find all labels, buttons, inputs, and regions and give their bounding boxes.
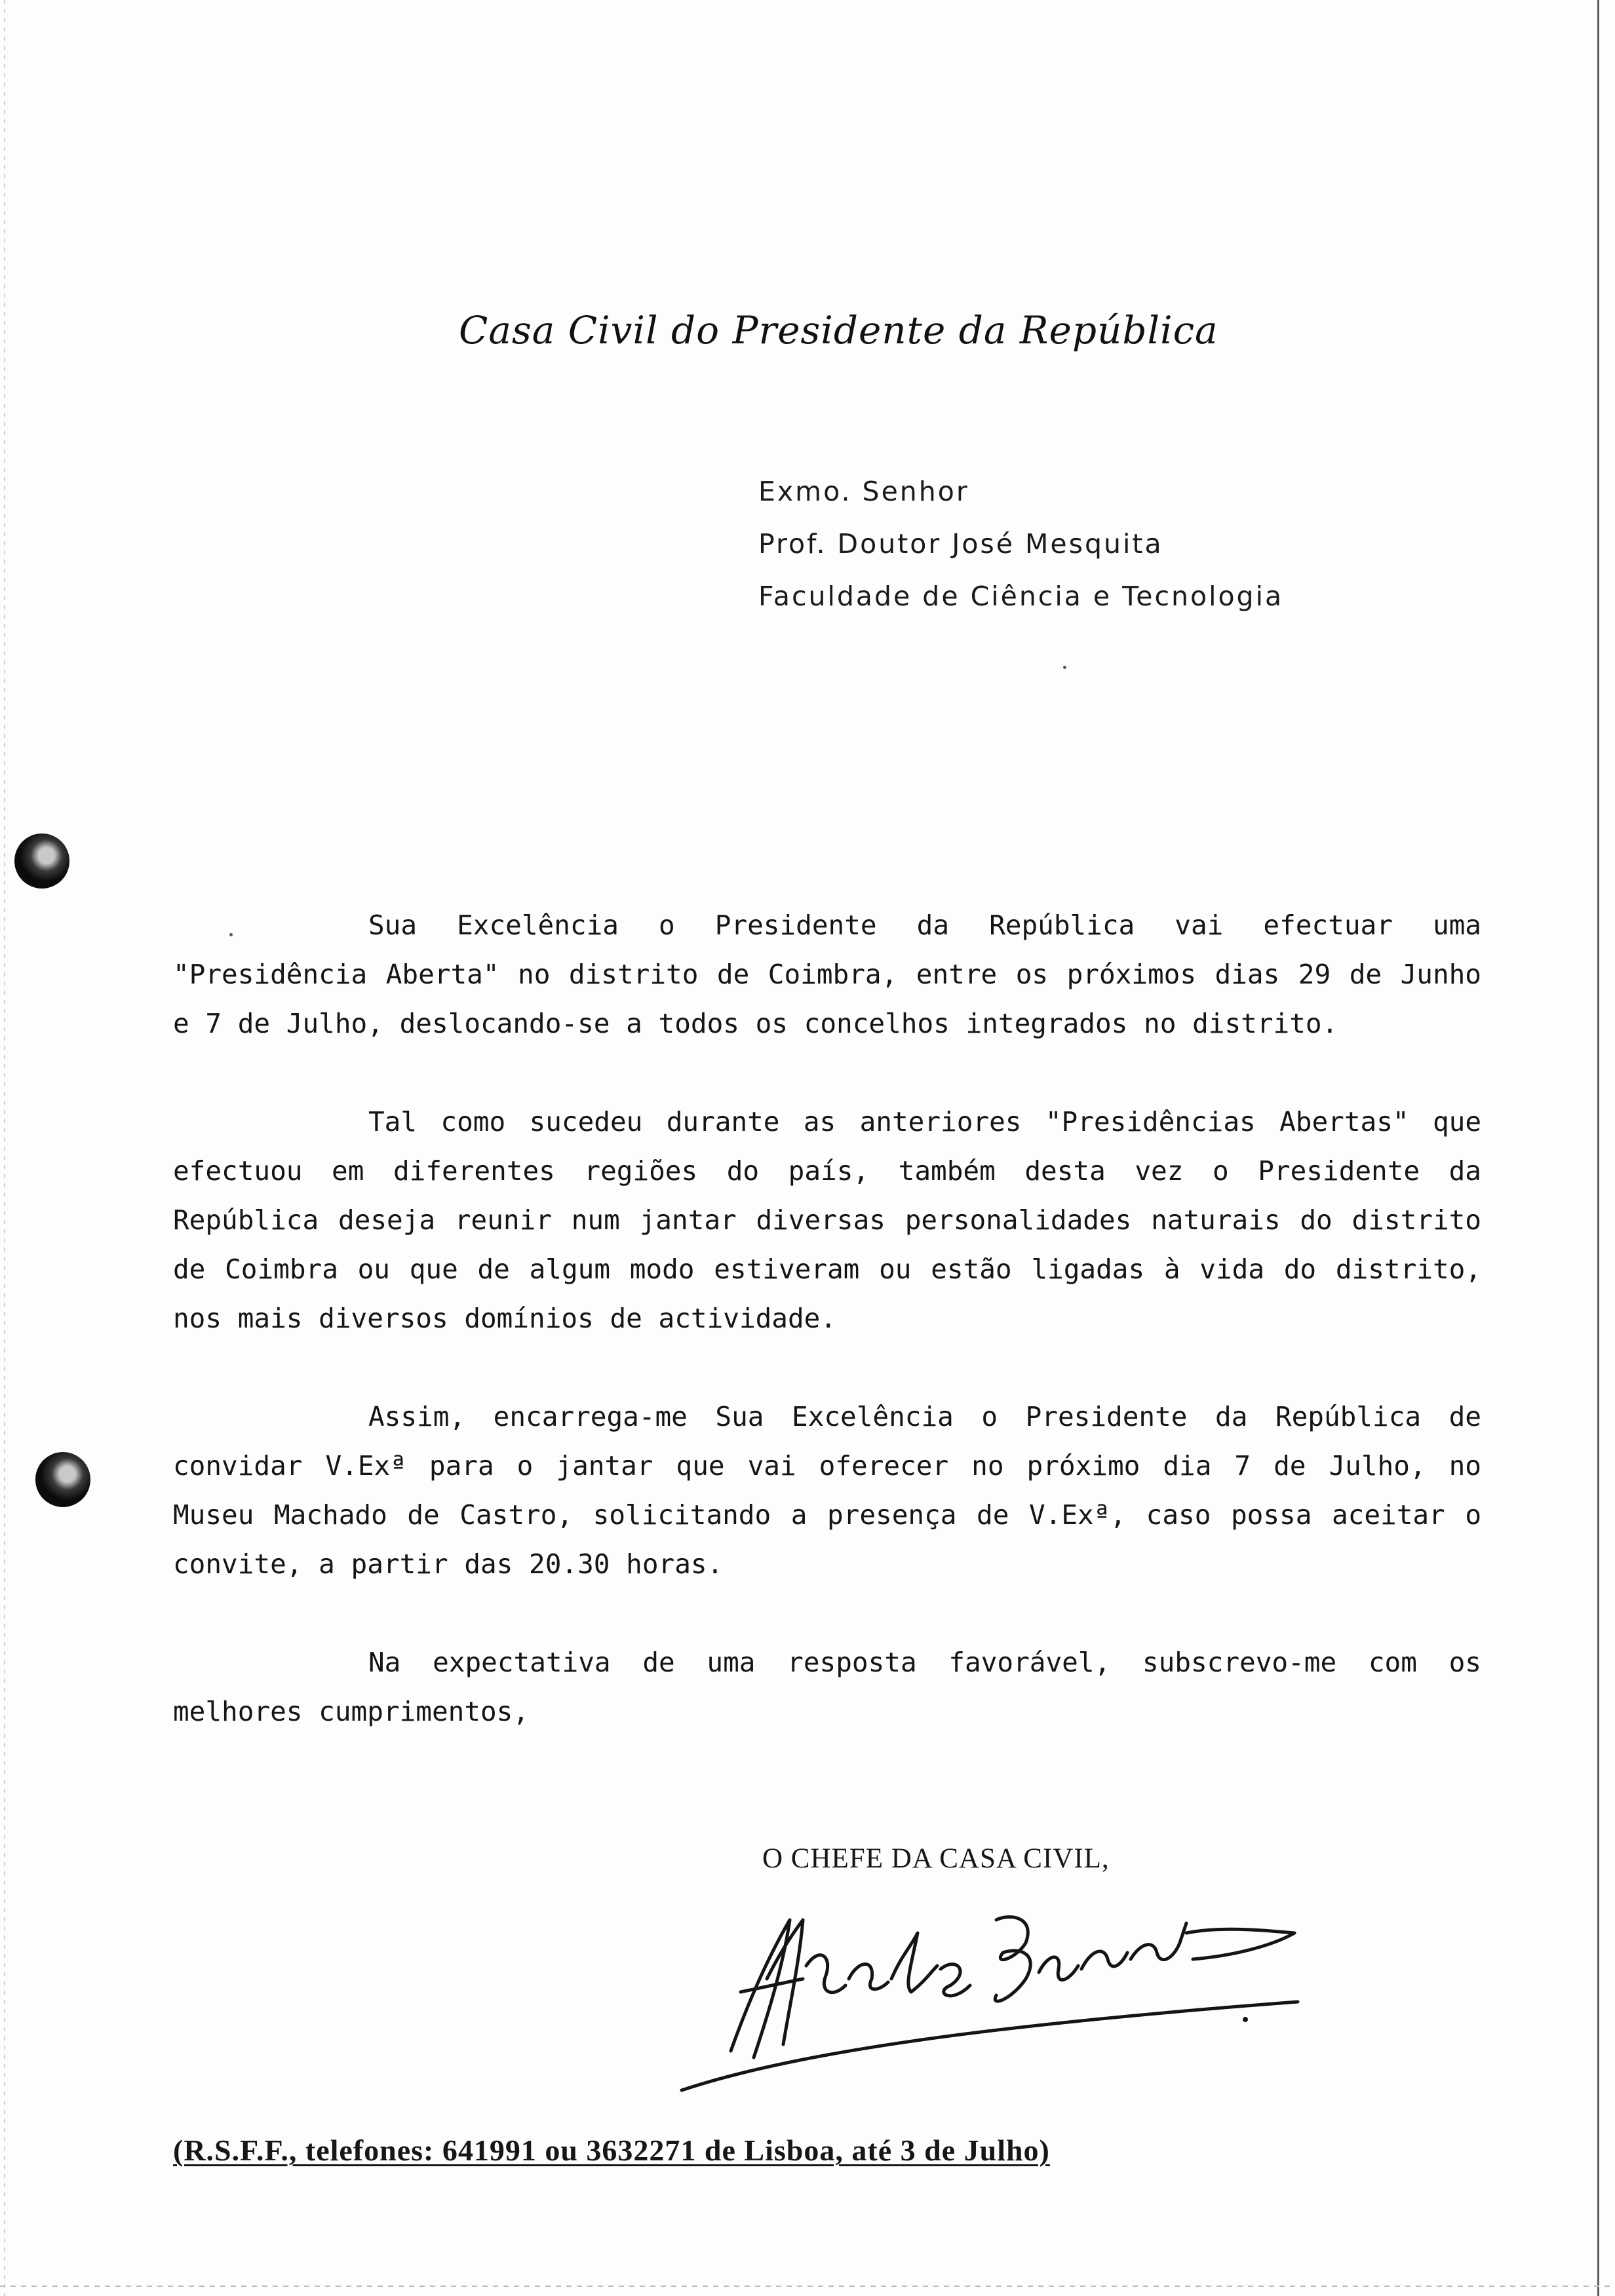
body-paragraph: Na expectativa de uma resposta favorável, subscrevo-me com os melhores cumprimentos, [173,1647,1481,1727]
body-paragraph: Assim, encarrega-me Sua Excelência o Presidente da República de convidar V.Exª para o jantar que vai oferecer no próximo dia 7 de Julho, no Museu Machado de Castro, solicitando a presença de V.Exª, caso possa aceitar o convite, a partir das 20.30 horas. [173,1401,1481,1580]
letterhead-title: Casa Civil do Presidente da República [459,308,1218,353]
scan-edge-left [4,0,5,2296]
footer-rsvp-note: (R.S.F.F., telefones: 641991 ou 3632271 de Lisboa, até 3 de Julho) [173,2133,1050,2167]
body-paragraph: Sua Excelência o Presidente da República vai efectuar uma "Presidência Aberta" no distrito de Coimbra, entre os próximos dias 29 de Junho e 7 de Julho, deslocando-se a todos os concelhos integrados no distrito. [173,909,1481,1039]
recipient-institution: Faculdade de Ciência e Tecnologia [758,581,1284,612]
scan-edge-right [1597,0,1599,2296]
recipient-address [758,465,1283,622]
punch-hole-icon [35,1452,90,1507]
recipient-salutation: Exmo. Senhor [758,476,969,507]
letter-body [173,901,1481,1786]
signoff-title: O CHEFE DA CASA CIVIL, [762,1843,1110,1874]
handwritten-signature [669,1894,1324,2103]
recipient-name: Prof. Doutor José Mesquita [758,528,1163,560]
body-paragraph: Tal como sucedeu durante as anteriores "Presidências Abertas" que efectuou em diferentes regiões do país, também desta vez o Presidente da República deseja reunir num jantar diversas personalidades naturais do distrito de Coimbra ou que de algum modo estiveram ou estão ligadas à vida do distrito, nos mais diversos domínios de actividade. [173,1106,1481,1334]
punch-hole-icon [14,833,69,889]
scan-edge-bottom [0,2286,1615,2287]
scan-speck [1063,666,1066,669]
